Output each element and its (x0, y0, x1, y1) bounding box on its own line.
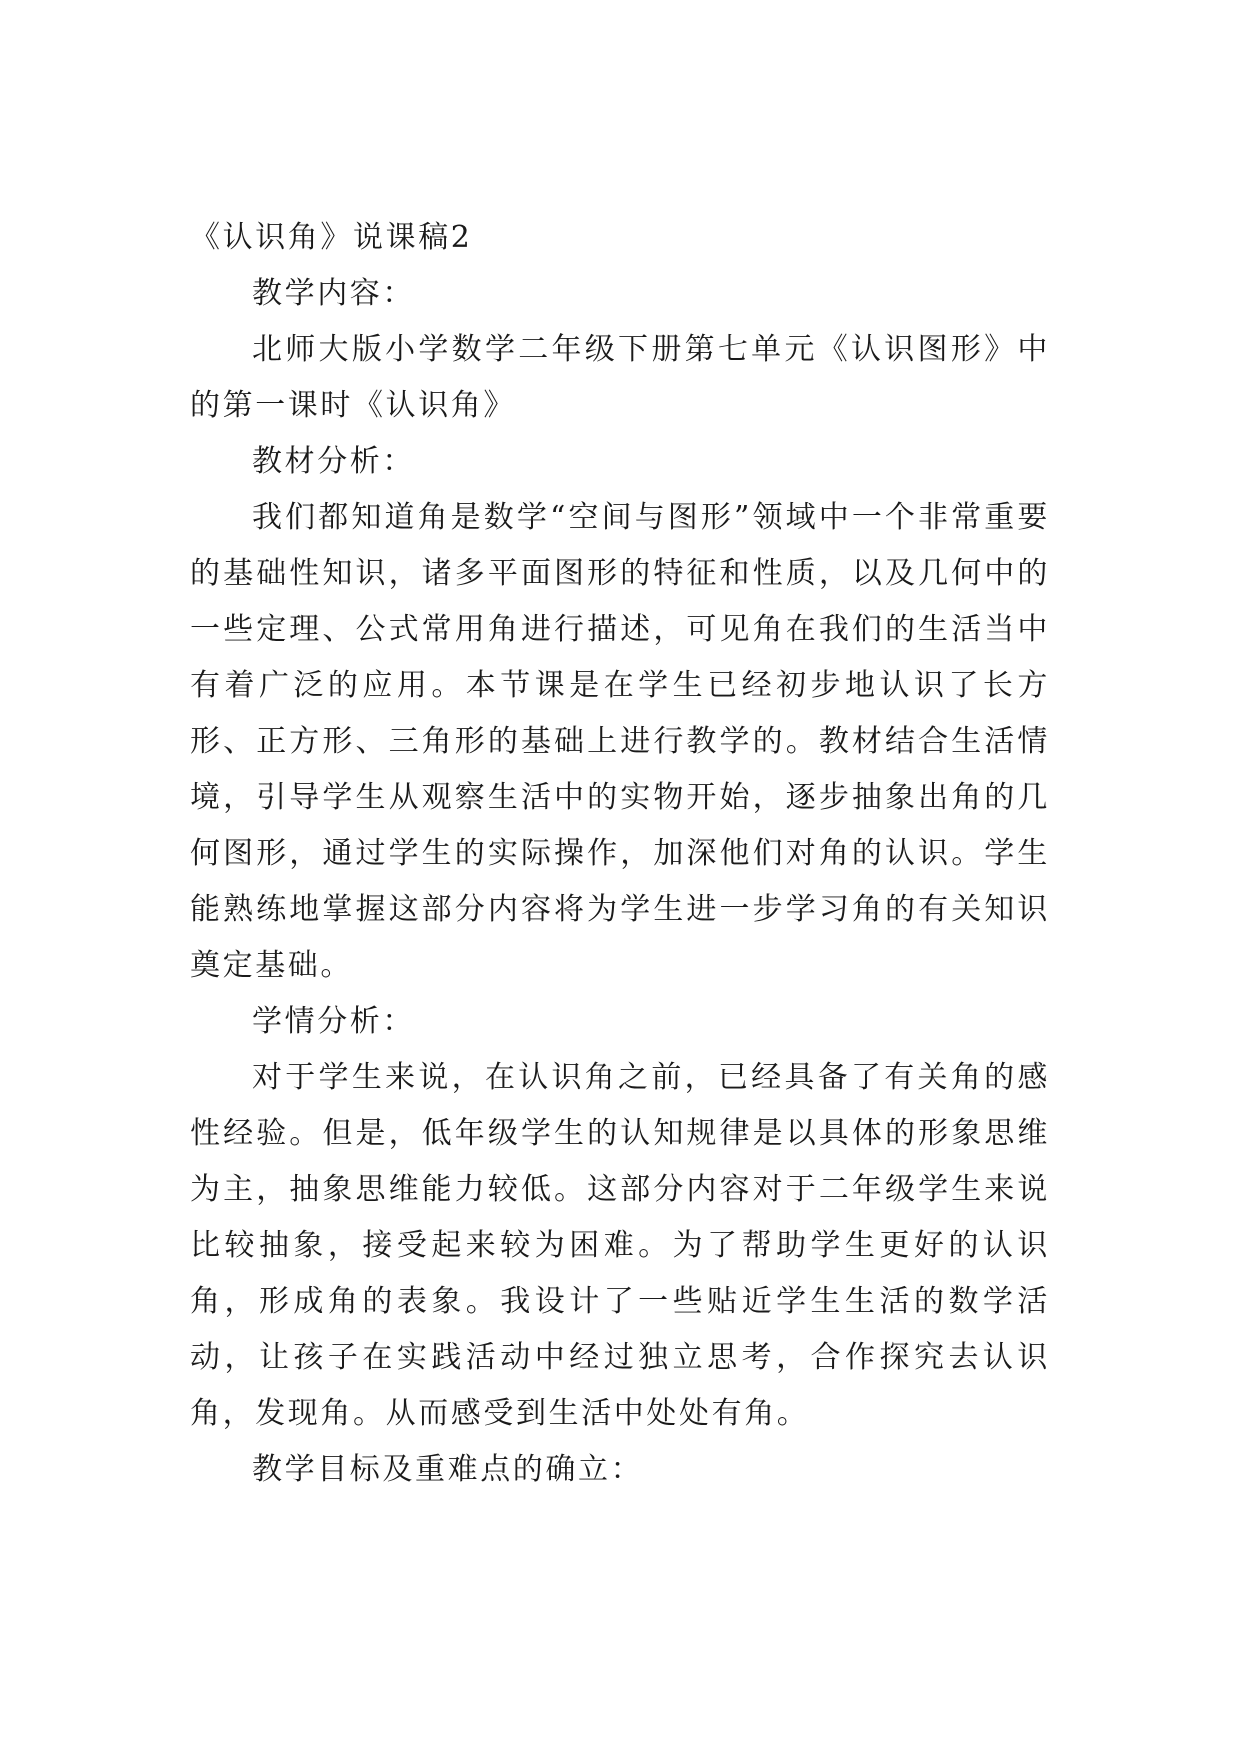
section-heading-student-analysis: 学情分析： (252, 1004, 415, 1039)
paragraph-content: 北师大版小学数学二年级下册第七单元《认识图形》中的第一课时《认识角》 (190, 332, 1050, 423)
paragraph-material-analysis: 我们都知道角是数学“空间与图形”领域中一个非常重要的基础性知识，诸多平面图形的特征和性质，以及几何中的一些定理、公式常用角进行描述，可见角在我们的生活当中有着广泛的应用。本节课是在学生已经初步地认识了长方形、正方形、三角形的基础上进行教学的。教材结合生活情境，引导学生从观察生活中的实物开始，逐步抽象出角的几何图形，通过学生的实际操作，加深他们对角的认识。学生能熟练地掌握这部分内容将为学生进一步学习角的有关知识奠定基础。 (190, 500, 1050, 983)
document-body (190, 210, 1050, 1498)
document-title: 《认识角》说课稿2 (190, 220, 473, 255)
paragraph-student-analysis: 对于学生来说，在认识角之前，已经具备了有关角的感性经验。但是，低年级学生的认知规律是以具体的形象思维为主，抽象思维能力较低。这部分内容对于二年级学生来说比较抽象，接受起来较为困难。为了帮助学生更好的认识角，形成角的表象。我设计了一些贴近学生生活的数学活动，让孩子在实践活动中经过独立思考，合作探究去认识角，发现角。从而感受到生活中处处有角。 (190, 1060, 1050, 1431)
section-heading-content: 教学内容： (252, 276, 415, 311)
section-heading-material-analysis: 教材分析： (252, 444, 415, 479)
section-heading-objectives: 教学目标及重难点的确立： (252, 1452, 644, 1487)
